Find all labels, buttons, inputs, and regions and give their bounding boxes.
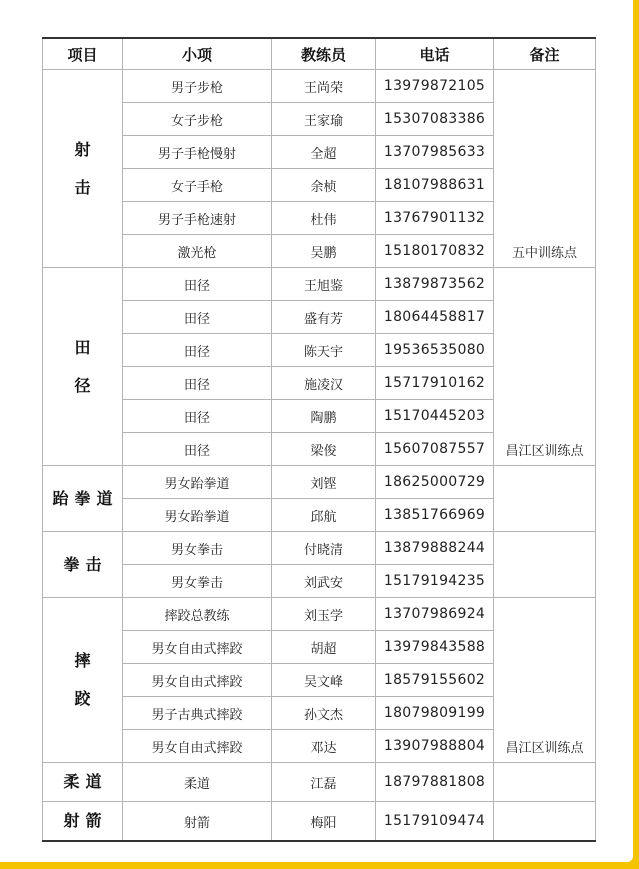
note-cell: 昌江区训练点	[494, 268, 596, 466]
event-cell: 男女拳击	[123, 565, 272, 598]
note-cell	[494, 802, 596, 842]
phone-cell: 18079809199	[376, 697, 494, 730]
coach-cell: 梁俊	[272, 433, 376, 466]
coach-cell: 邓达	[272, 730, 376, 763]
category-label: 拳击	[63, 554, 108, 574]
coach-cell: 余桢	[272, 169, 376, 202]
coach-cell: 王家瑜	[272, 103, 376, 136]
coach-cell: 陈天宇	[272, 334, 376, 367]
phone-cell: 18625000729	[376, 466, 494, 499]
phone-cell: 15717910162	[376, 367, 494, 400]
phone-cell: 15607087557	[376, 433, 494, 466]
coach-cell: 刘玉学	[272, 598, 376, 631]
coach-cell: 刘铿	[272, 466, 376, 499]
table-row	[43, 268, 596, 301]
phone-cell: 13707985633	[376, 136, 494, 169]
table-row	[43, 466, 596, 499]
category-label: 柔道	[63, 772, 108, 791]
phone-cell: 18064458817	[376, 301, 494, 334]
table-row	[43, 70, 596, 103]
phone-cell: 13907988804	[376, 730, 494, 763]
table-row	[43, 763, 596, 802]
event-cell: 男子手枪速射	[123, 202, 272, 235]
coach-cell: 盛有芳	[272, 301, 376, 334]
phone-cell: 18797881808	[376, 763, 494, 802]
coach-cell: 施凌汉	[272, 367, 376, 400]
table-row	[43, 598, 596, 631]
phone-cell: 15179109474	[376, 802, 494, 842]
event-cell: 男女自由式摔跤	[123, 631, 272, 664]
coach-cell: 梅阳	[272, 802, 376, 842]
phone-cell: 13851766969	[376, 499, 494, 532]
table-row	[43, 802, 596, 842]
phone-cell: 18579155602	[376, 664, 494, 697]
phone-cell: 13879888244	[376, 532, 494, 565]
category-cell	[43, 802, 123, 842]
event-cell: 男子步枪	[123, 70, 272, 103]
category-cell	[43, 268, 123, 466]
coach-cell: 吴文峰	[272, 664, 376, 697]
phone-cell: 15179194235	[376, 565, 494, 598]
phone-cell: 15170445203	[376, 400, 494, 433]
event-cell: 田径	[123, 301, 272, 334]
note-cell	[494, 763, 596, 802]
event-cell: 男子古典式摔跤	[123, 697, 272, 730]
table-row	[43, 532, 596, 565]
note-cell: 五中训练点	[494, 70, 596, 268]
event-cell: 田径	[123, 433, 272, 466]
category-cell	[43, 598, 123, 763]
category-label: 田 径	[74, 337, 91, 395]
coach-cell: 刘武安	[272, 565, 376, 598]
coach-cell: 付晓清	[272, 532, 376, 565]
phone-cell: 13979843588	[376, 631, 494, 664]
note-cell	[494, 466, 596, 532]
header-note: 备注	[494, 38, 596, 70]
phone-cell: 18107988631	[376, 169, 494, 202]
category-label: 摔 跤	[74, 651, 91, 708]
event-cell: 柔道	[123, 763, 272, 802]
coach-cell: 江磊	[272, 763, 376, 802]
event-cell: 田径	[123, 400, 272, 433]
category-label: 射 击	[74, 139, 91, 197]
note-cell: 昌江区训练点	[494, 598, 596, 763]
event-cell: 摔跤总教练	[123, 598, 272, 631]
note-cell	[494, 532, 596, 598]
header-phone: 电话	[376, 38, 494, 70]
coach-cell: 胡超	[272, 631, 376, 664]
category-cell	[43, 70, 123, 268]
coach-cell: 全超	[272, 136, 376, 169]
phone-cell: 13707986924	[376, 598, 494, 631]
event-cell: 射箭	[123, 802, 272, 842]
phone-cell: 15307083386	[376, 103, 494, 136]
coach-cell: 杜伟	[272, 202, 376, 235]
category-cell	[43, 532, 123, 598]
coach-cell: 孙文杰	[272, 697, 376, 730]
phone-cell: 13879873562	[376, 268, 494, 301]
event-cell: 田径	[123, 334, 272, 367]
phone-cell: 13767901132	[376, 202, 494, 235]
phone-cell: 13979872105	[376, 70, 494, 103]
coach-cell: 王旭鉴	[272, 268, 376, 301]
header-row	[43, 38, 596, 70]
event-cell: 田径	[123, 367, 272, 400]
event-cell: 男女拳击	[123, 532, 272, 565]
header-event: 小项	[123, 38, 272, 70]
category-cell	[43, 466, 123, 532]
header-coach: 教练员	[272, 38, 376, 70]
header-category: 项目	[43, 38, 123, 70]
event-cell: 女子手枪	[123, 169, 272, 202]
coach-cell: 邱航	[272, 499, 376, 532]
category-label: 射箭	[63, 811, 108, 830]
event-cell: 男女跆拳道	[123, 466, 272, 499]
event-cell: 男女自由式摔跤	[123, 664, 272, 697]
roster-body	[43, 70, 596, 842]
event-cell: 女子步枪	[123, 103, 272, 136]
event-cell: 男女跆拳道	[123, 499, 272, 532]
event-cell: 男女自由式摔跤	[123, 730, 272, 763]
phone-cell: 19536535080	[376, 334, 494, 367]
event-cell: 激光枪	[123, 235, 272, 268]
category-label: 跆拳道	[52, 488, 119, 508]
coach-cell: 王尚荣	[272, 70, 376, 103]
event-cell: 田径	[123, 268, 272, 301]
coach-cell: 吴鹏	[272, 235, 376, 268]
category-cell	[43, 763, 123, 802]
phone-cell: 15180170832	[376, 235, 494, 268]
coach-roster-table	[42, 37, 596, 842]
coach-cell: 陶鹏	[272, 400, 376, 433]
event-cell: 男子手枪慢射	[123, 136, 272, 169]
